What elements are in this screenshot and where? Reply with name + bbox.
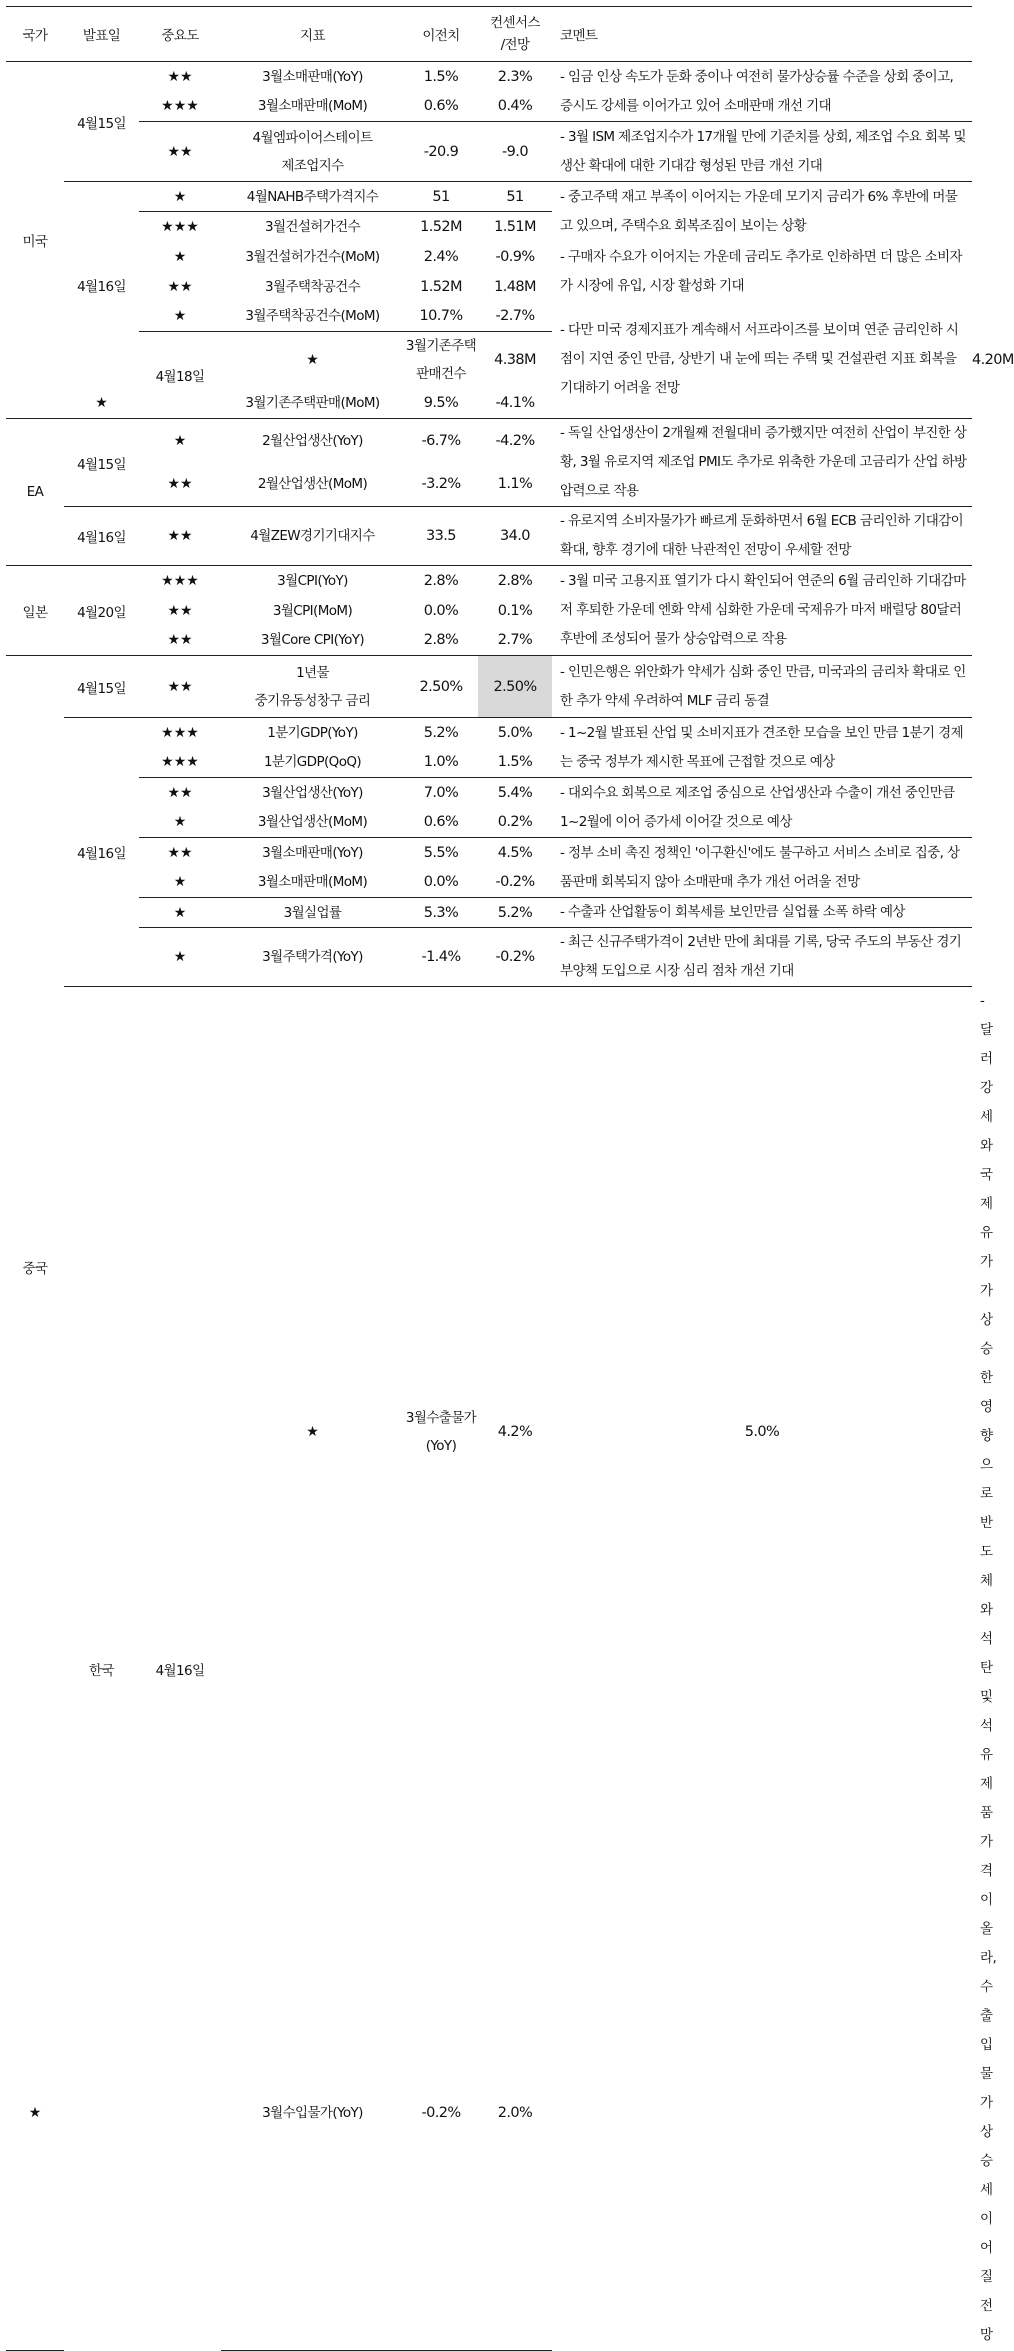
previous-value: -20.9	[404, 122, 478, 182]
previous-value: 5.2%	[404, 718, 478, 748]
indicator-name: 4월엠파이어스테이트 제조업지수	[221, 122, 404, 182]
consensus-value: 1.48M	[494, 278, 536, 295]
table-row	[6, 182, 972, 212]
previous-value: 2.50%	[404, 656, 478, 718]
indicator-name: 3월산업생산(MoM)	[257, 814, 368, 831]
importance-stars: ★★★	[139, 212, 221, 242]
previous-value: 1.52M	[404, 212, 478, 242]
comment-cell: - 유로지역 소비자물가가 빠르게 둔화하면서 6월 ECB 금리인하 기대감이 확대, 향후 경기에 대한 낙관적인 전망이 우세할 전망	[552, 507, 972, 566]
indicator-name: 4월ZEW경기기대지수	[221, 507, 404, 566]
indicator-name: 3월CPI(YoY)	[221, 566, 404, 596]
comment-cell: - 정부 소비 촉진 정책인 '이구환신'에도 불구하고 서비스 소비로 집중, 상품판매 회복되지 않아 소매판매 추가 개선 어려울 전망	[552, 838, 972, 898]
importance-stars: ★★★	[161, 754, 199, 771]
previous-value: 2.8%	[404, 566, 478, 596]
indicator-name: 3월주택가격(YoY)	[221, 928, 404, 987]
consensus-value: 4.5%	[478, 838, 552, 868]
consensus-value: 0.1%	[497, 602, 533, 619]
table-row	[6, 507, 972, 566]
indicator-name: 4월NAHB주택가격지수	[221, 182, 404, 212]
importance-stars: ★	[139, 419, 221, 463]
consensus-value: -4.2%	[478, 419, 552, 463]
consensus-value: 2.50%	[478, 656, 552, 718]
consensus-value: 5.2%	[478, 898, 552, 928]
country-cell: 중국	[6, 656, 64, 1878]
indicator-name: 3월기존주택판매건수	[404, 332, 478, 389]
comment-cell: - 임금 인상 속도가 둔화 중이나 여전히 물가상승률 수준을 상회 중이고, 증시도 강세를 이어가고 있어 소매판매 개선 기대	[560, 68, 954, 114]
indicator-name: 3월수입물가(YoY)	[221, 1877, 404, 2350]
importance-stars: ★	[139, 898, 221, 928]
comment-cell: - 3월 ISM 제조업지수가 17개월 만에 기준치를 상회, 제조업 수요 회복 및 생산 확대에 대한 기대감 형성된 만큼 개선 기대	[552, 122, 972, 182]
previous-value: 9.5%	[423, 395, 459, 411]
importance-stars: ★★	[139, 778, 221, 808]
previous-value: 1.52M	[420, 278, 462, 295]
indicator-name: 3월수출물가(YoY)	[404, 987, 478, 1878]
previous-value: 0.0%	[423, 874, 459, 891]
table-row	[6, 718, 972, 748]
indicator-name: 3월건설허가건수(MoM)	[245, 248, 380, 265]
importance-stars: ★★	[167, 278, 193, 295]
importance-stars: ★★★	[139, 718, 221, 748]
country-cell: 한국	[64, 987, 139, 2351]
previous-value: 2.8%	[423, 632, 459, 649]
importance-stars: ★	[139, 182, 221, 212]
previous-value: 4.38M	[478, 332, 552, 389]
indicator-name: 3월주택착공건수	[264, 278, 361, 295]
previous-value: 2.4%	[423, 248, 459, 265]
indicator-name: 2월산업생산(MoM)	[257, 476, 368, 493]
indicator-name: 3월소매판매(YoY)	[221, 838, 404, 868]
table-row	[6, 302, 972, 332]
previous-value: -3.2%	[421, 476, 461, 493]
comment-cell: - 수출과 산업활동이 회복세를 보인만큼 실업률 소폭 하락 예상	[552, 898, 972, 928]
table-row: 한국 4월16일 ★ 3월수출물가(YoY) 4.2% 5.0% - 달러 강세와 국제유가가 상승한 영향으로 반도체와 석탄 및 석유제품 가격이 올라, 수출입물가 상승세 이어질 전망	[6, 987, 972, 1878]
indicator-name: 3월기존주택판매(MoM)	[245, 395, 380, 411]
consensus-value: -2.7%	[495, 308, 535, 325]
importance-stars: ★★★	[161, 98, 199, 115]
previous-value: -1.4%	[404, 928, 478, 987]
consensus-value: 34.0	[478, 507, 552, 566]
indicator-name: 3월건설허가건수	[221, 212, 404, 242]
comment-cell: - 대외수요 회복으로 제조업 중심으로 산업생산과 수출이 개선 중인만큼 1~2월에 이어 증가세 이어갈 것으로 예상	[552, 778, 972, 838]
table-row	[6, 928, 972, 987]
indicator-name: 3월주택착공건수(MoM)	[245, 308, 380, 325]
indicator-name: 1분기GDP(YoY)	[221, 718, 404, 748]
consensus-value: 5.0%	[478, 718, 552, 748]
importance-stars: ★★	[139, 656, 221, 718]
importance-stars: ★	[173, 308, 187, 325]
table-row	[6, 898, 972, 928]
consensus-value: 1.5%	[497, 754, 533, 771]
consensus-value: 2.0%	[478, 1877, 552, 2350]
previous-value: 4.2%	[478, 987, 552, 1878]
indicator-name: 1년물 중기유동성창구 금리	[221, 656, 404, 718]
header-comment: 코멘트	[552, 7, 972, 62]
date-cell: 4월15일	[64, 656, 139, 718]
comment-cell: - 독일 산업생산이 2개월째 전월대비 증가했지만 여전히 산업이 부진한 상황, 3월 유로지역 제조업 PMI도 추가로 위축한 가운데 고금리가 산업 하방 압력으로 작용	[552, 419, 972, 507]
indicator-name: 3월실업률	[221, 898, 404, 928]
header-date: 발표일	[64, 7, 139, 62]
consensus-value: 2.8%	[478, 566, 552, 596]
importance-stars: ★★	[167, 632, 193, 649]
indicator-name: 2월산업생산(YoY)	[221, 419, 404, 463]
importance-stars: ★★★	[139, 566, 221, 596]
header-consensus: 컨센서스 /전망	[478, 7, 552, 62]
indicator-name: 3월CPI(MoM)	[272, 602, 353, 619]
consensus-value: 5.4%	[478, 778, 552, 808]
previous-value: 10.7%	[419, 308, 463, 325]
consensus-value: 1.1%	[497, 476, 533, 493]
importance-stars: ★★	[139, 507, 221, 566]
previous-value: 1.0%	[423, 754, 459, 771]
country-cell: 미국	[22, 234, 48, 250]
table-row	[6, 838, 972, 868]
header-country: 국가	[6, 7, 64, 62]
indicator-name: 3월소매판매(YoY)	[262, 68, 363, 85]
previous-value: -0.2%	[404, 1877, 478, 2350]
table-row	[6, 656, 972, 718]
importance-stars: ★	[139, 928, 221, 987]
importance-stars: ★	[221, 332, 404, 389]
economic-calendar-table	[6, 6, 1014, 2351]
header-row	[6, 7, 972, 62]
header-importance: 중요도	[139, 7, 221, 62]
table-row	[6, 62, 972, 92]
table-row	[6, 242, 972, 272]
header-previous: 이전치	[404, 7, 478, 62]
comment-cell: - 1~2월 발표된 산업 및 소비지표가 견조한 모습을 보인 만큼 1분기 경제는 중국 정부가 제시한 목표에 근접할 것으로 예상	[552, 718, 972, 778]
comment-cell: - 구매자 수요가 이어지는 가운데 금리도 추가로 인하하면 더 많은 소비자가 시장에 유입, 시장 활성화 기대	[560, 248, 962, 294]
importance-stars: ★	[173, 248, 187, 265]
previous-value: 5.3%	[404, 898, 478, 928]
consensus-value: 0.2%	[497, 814, 533, 831]
previous-value: 0.6%	[423, 98, 459, 115]
previous-value: 0.6%	[423, 814, 459, 831]
table-row	[6, 778, 972, 808]
date-cell: 4월16일	[64, 182, 139, 389]
importance-stars: ★	[221, 987, 404, 1878]
previous-value: 33.5	[404, 507, 478, 566]
table-row	[6, 419, 972, 463]
header-indicator: 지표	[221, 7, 404, 62]
country-cell: EA	[6, 419, 64, 566]
consensus-value: 0.4%	[497, 98, 533, 115]
date-cell: 4월16일	[139, 987, 221, 2351]
previous-value: 1.5%	[423, 68, 459, 85]
importance-stars: ★	[6, 1877, 64, 2350]
date-cell: 4월16일	[64, 718, 139, 987]
importance-stars: ★★	[167, 476, 193, 493]
date-cell: 4월18일	[139, 332, 221, 419]
previous-value: 51	[404, 182, 478, 212]
date-cell: 4월15일	[64, 419, 139, 507]
consensus-value: 2.3%	[497, 68, 533, 85]
consensus-value: -0.2%	[478, 928, 552, 987]
table-row: 4월18일 ★ 3월기존주택판매건수 4.38M 4.20M	[6, 332, 972, 389]
consensus-value: -0.9%	[495, 248, 535, 265]
importance-stars: ★★	[167, 68, 193, 85]
importance-stars: ★★	[139, 838, 221, 868]
consensus-value: -4.1%	[495, 395, 535, 411]
previous-value: 5.5%	[404, 838, 478, 868]
indicator-name: 3월소매판매(MoM)	[257, 874, 368, 891]
date-cell: 4월15일	[77, 115, 126, 132]
consensus-value: 5.0%	[552, 987, 972, 1878]
consensus-value: 1.51M	[478, 212, 552, 242]
table-row	[6, 122, 972, 182]
consensus-value: -9.0	[478, 122, 552, 182]
country-cell: 일본	[6, 566, 64, 656]
comment-cell: - 최근 신규주택가격이 2년반 만에 최대를 기록, 당국 주도의 부동산 경기부양책 도입으로 시장 심리 점차 개선 기대	[552, 928, 972, 987]
indicator-name: 3월산업생산(YoY)	[221, 778, 404, 808]
importance-stars: ★★	[139, 122, 221, 182]
consensus-value: 51	[478, 182, 552, 212]
consensus-value: -0.2%	[495, 874, 535, 891]
previous-value: -6.7%	[404, 419, 478, 463]
comment-cell: - 다만 미국 경제지표가 계속해서 서프라이즈를 보이며 연준 금리인하 시점이 지연 중인 만큼, 상반기 내 눈에 띄는 주택 및 건설관련 지표 회복을 기대하기 어려울 전망	[560, 322, 959, 397]
indicator-name: 3월Core CPI(YoY)	[260, 632, 365, 649]
importance-stars: ★	[173, 814, 187, 831]
comment-cell: - 3월 미국 고용지표 열기가 다시 확인되어 연준의 6월 금리인하 기대감마저 후퇴한 가운데 엔화 약세 심화한 가운데 국제유가 마저 배럴당 80달러 후반에 조성되어 물가 상승압력으로 작용	[552, 566, 972, 656]
comment-cell: - 인민은행은 위안화가 약세가 심화 중인 만큼, 미국과의 금리차 확대로 인한 추가 약세 우려하여 MLF 금리 동결	[552, 656, 972, 718]
date-cell: 4월20일	[64, 566, 139, 656]
previous-value: 7.0%	[404, 778, 478, 808]
consensus-value: 2.7%	[497, 632, 533, 649]
importance-stars: ★	[173, 874, 187, 891]
indicator-name: 1분기GDP(QoQ)	[263, 754, 362, 771]
date-cell: 4월16일	[64, 507, 139, 566]
previous-value: 0.0%	[423, 602, 459, 619]
table-row	[6, 566, 972, 596]
comment-cell: - 중고주택 재고 부족이 이어지는 가운데 모기지 금리가 6% 후반에 머물고 있으며, 주택수요 회복조짐이 보이는 상황	[552, 182, 972, 242]
importance-stars: ★★	[167, 602, 193, 619]
importance-stars: ★	[95, 395, 108, 411]
indicator-name: 3월소매판매(MoM)	[257, 98, 368, 115]
